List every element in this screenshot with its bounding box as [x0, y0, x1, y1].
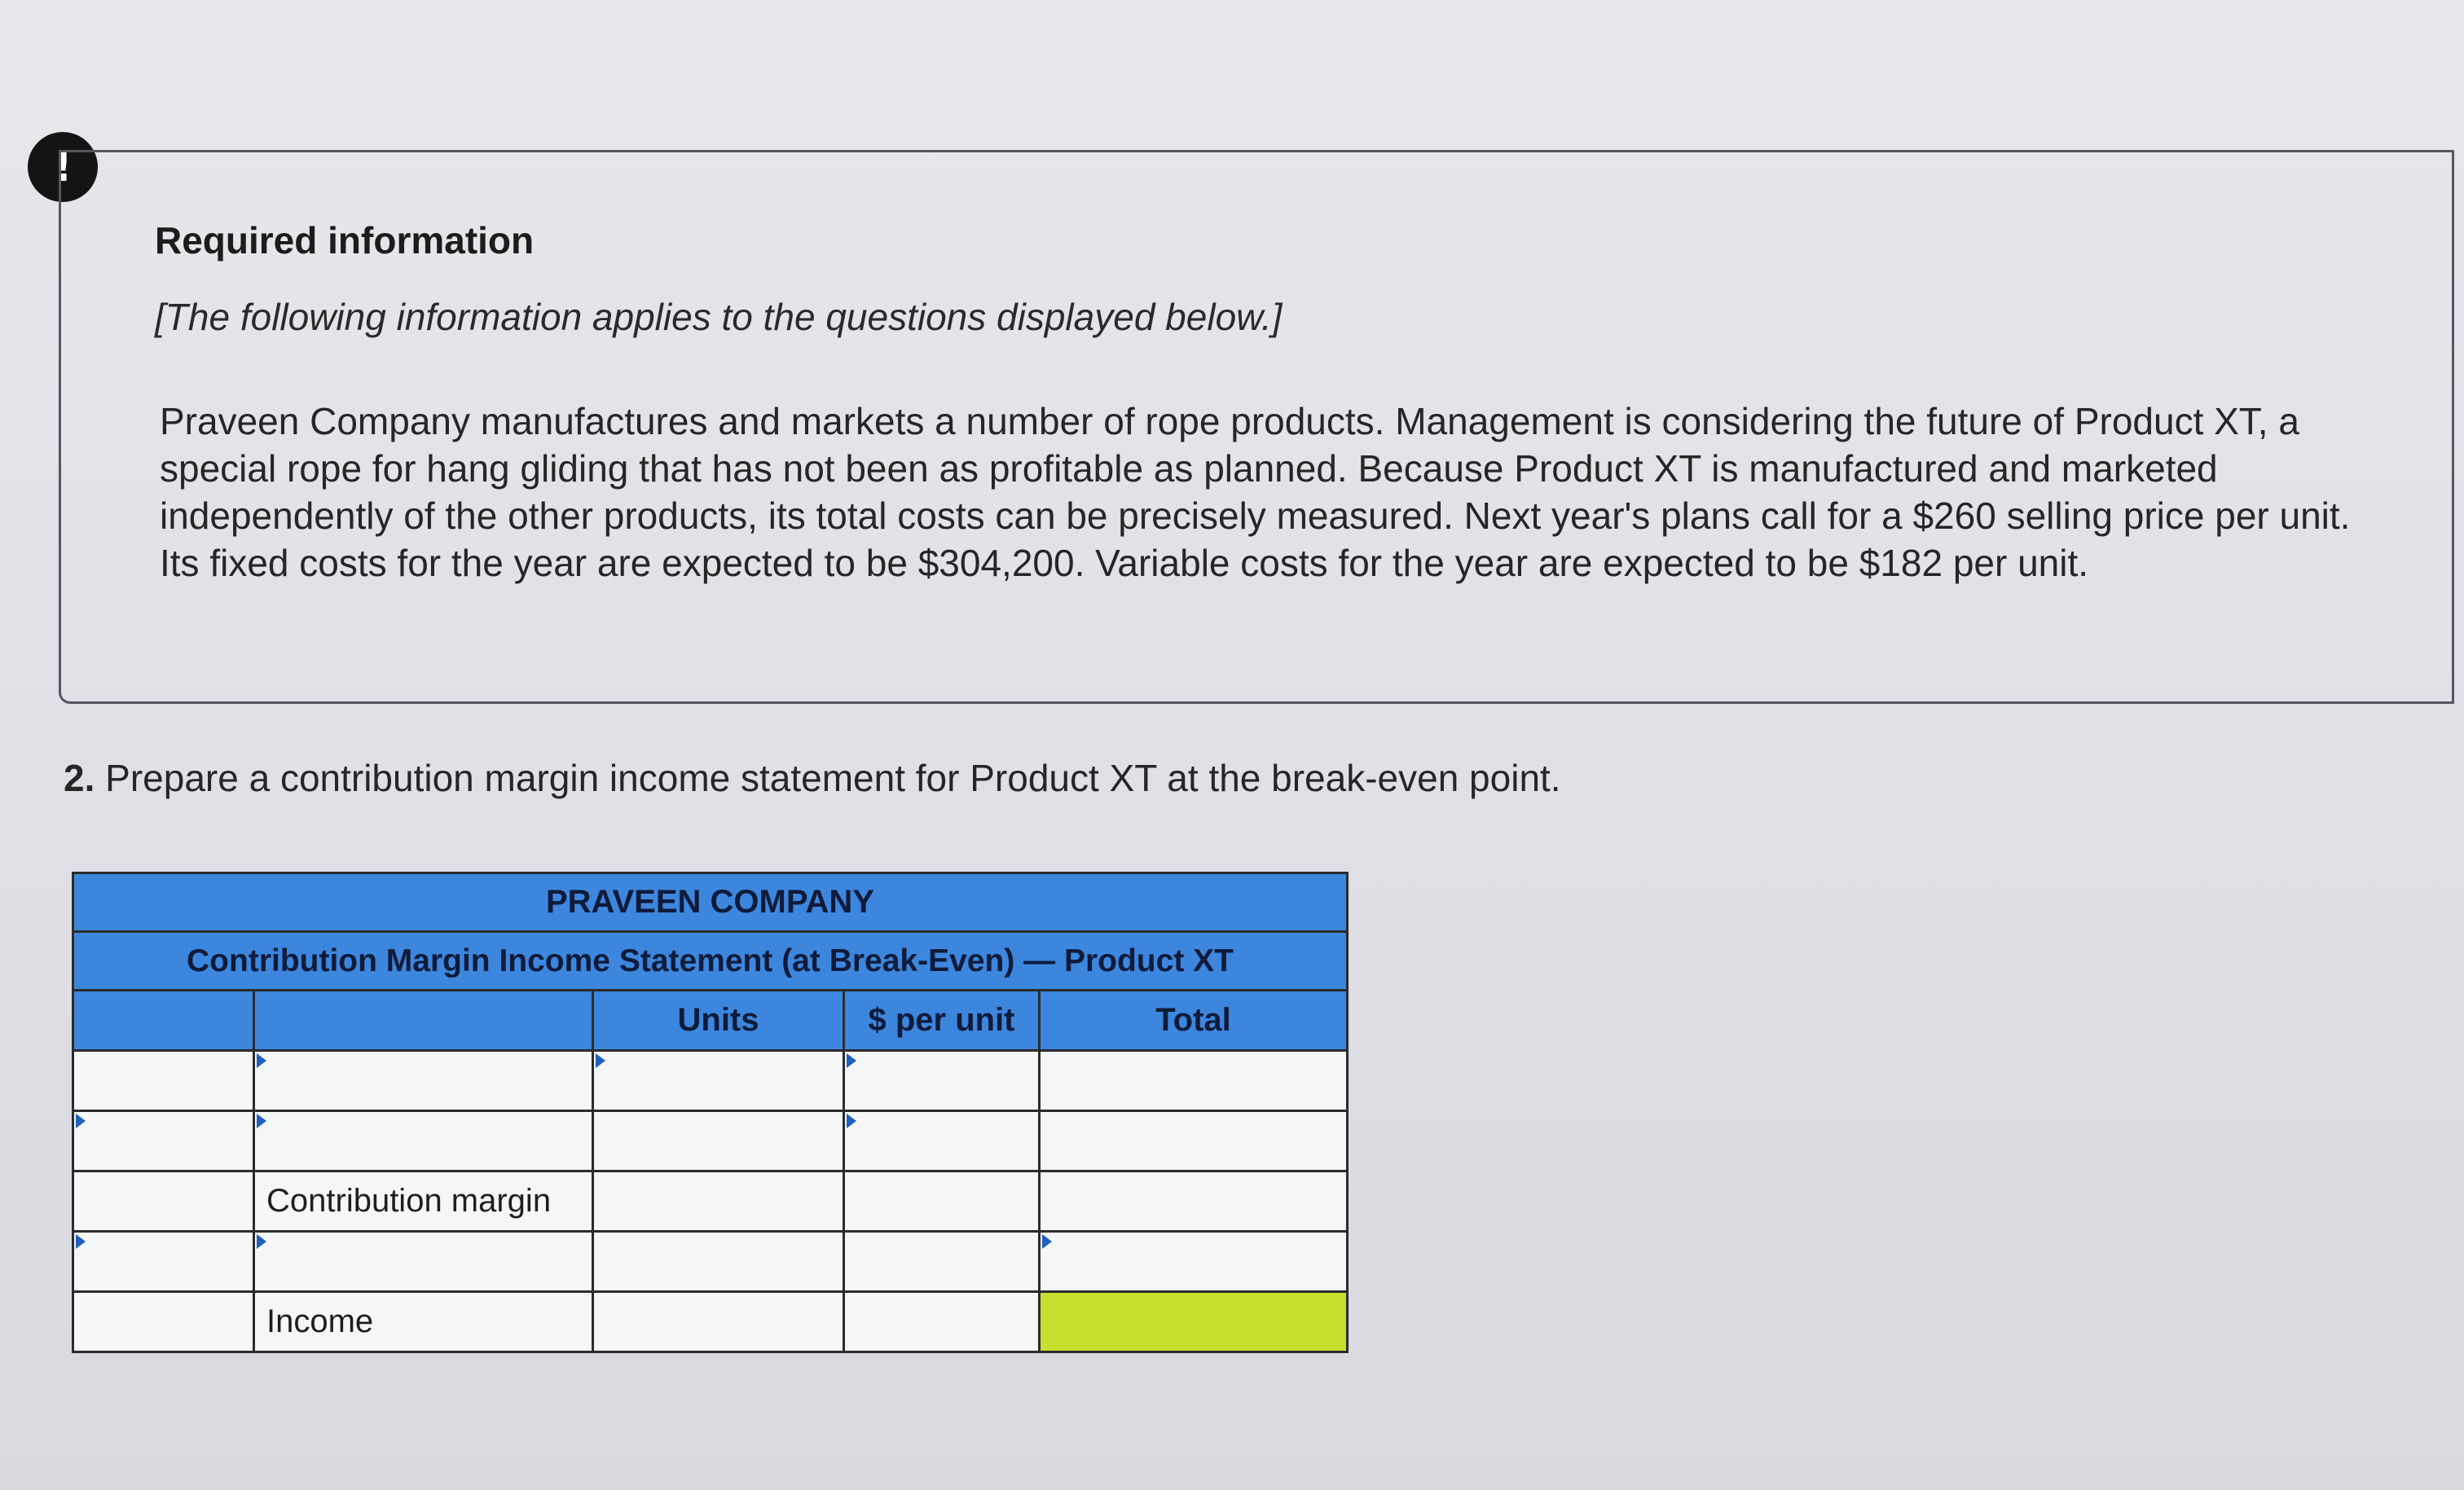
- column-header-units: Units: [593, 991, 844, 1051]
- row-3-per-unit-input[interactable]: [844, 1171, 1040, 1232]
- table-row: [73, 1111, 1348, 1171]
- dropdown-marker-icon: [257, 1234, 266, 1249]
- required-information-subtitle: [The following information applies to the questions displayed below.]: [155, 296, 1283, 338]
- row-3-units-input[interactable]: [593, 1171, 844, 1232]
- income-label: Income: [254, 1292, 593, 1352]
- row-1-units-input[interactable]: [593, 1051, 844, 1111]
- exclamation-icon: !: [28, 132, 98, 202]
- dropdown-marker-icon: [1042, 1234, 1052, 1249]
- row-3-total-input[interactable]: [1040, 1171, 1348, 1232]
- dropdown-marker-icon: [76, 1234, 86, 1249]
- table-row: [73, 1292, 1348, 1352]
- company-name-header: PRAVEEN COMPANY: [73, 873, 1348, 932]
- row-1-line-input[interactable]: [73, 1051, 254, 1111]
- problem-description: Praveen Company manufactures and markets a number of rope products. Management is considering the future of Product XT, a special rope for hang gliding that has not been as profitable as planned. Because Product XT is manufactured and marketed independently of the other products, its total costs can be precisely measured. Next year's plans call for a $260 selling price per unit. Its fixed costs for the year are expected to be $304,200. Variable costs for the year are expected to be $182 per unit.: [160, 400, 2351, 584]
- question-prompt: [64, 756, 1561, 800]
- statement-title-header: Contribution Margin Income Statement (at Break-Even) — Product XT: [73, 932, 1348, 991]
- row-4-total-input[interactable]: [1040, 1232, 1348, 1292]
- row-3-line-cell: [73, 1171, 254, 1232]
- row-4-line-input[interactable]: [73, 1232, 254, 1292]
- table-row: [73, 1171, 1348, 1232]
- dropdown-marker-icon: [257, 1114, 266, 1128]
- contribution-margin-label: Contribution margin: [254, 1171, 593, 1232]
- question-text: Prepare a contribution margin income statement for Product XT at the break-even point.: [105, 757, 1561, 799]
- row-5-per-unit-cell: [844, 1292, 1040, 1352]
- row-2-total-input[interactable]: [1040, 1111, 1348, 1171]
- row-4-per-unit-input[interactable]: [844, 1232, 1040, 1292]
- row-1-total-input[interactable]: [1040, 1051, 1348, 1111]
- dropdown-marker-icon: [596, 1053, 605, 1068]
- dropdown-marker-icon: [257, 1053, 266, 1068]
- income-total-input[interactable]: [1040, 1292, 1348, 1352]
- dropdown-marker-icon: [847, 1053, 856, 1068]
- row-1-per-unit-input[interactable]: [844, 1051, 1040, 1111]
- dropdown-marker-icon: [76, 1114, 86, 1128]
- column-header-total: Total: [1040, 991, 1348, 1051]
- row-2-line-input[interactable]: [73, 1111, 254, 1171]
- row-4-label-dropdown[interactable]: [254, 1232, 593, 1292]
- column-header-blank-1: [73, 991, 254, 1051]
- question-number: 2.: [64, 757, 95, 799]
- table-row: [73, 1232, 1348, 1292]
- row-2-per-unit-input[interactable]: [844, 1111, 1040, 1171]
- dropdown-marker-icon: [847, 1114, 856, 1128]
- row-4-units-input[interactable]: [593, 1232, 844, 1292]
- table-row: [73, 1051, 1348, 1111]
- row-5-line-cell: [73, 1292, 254, 1352]
- column-header-per-unit: $ per unit: [844, 991, 1040, 1051]
- row-5-units-cell: [593, 1292, 844, 1352]
- row-2-units-input[interactable]: [593, 1111, 844, 1171]
- row-2-label-dropdown[interactable]: [254, 1111, 593, 1171]
- contribution-margin-statement-table: [72, 872, 1349, 1353]
- column-header-blank-2: [254, 991, 593, 1051]
- required-information-title: Required information: [155, 219, 535, 262]
- row-1-label-dropdown[interactable]: [254, 1051, 593, 1111]
